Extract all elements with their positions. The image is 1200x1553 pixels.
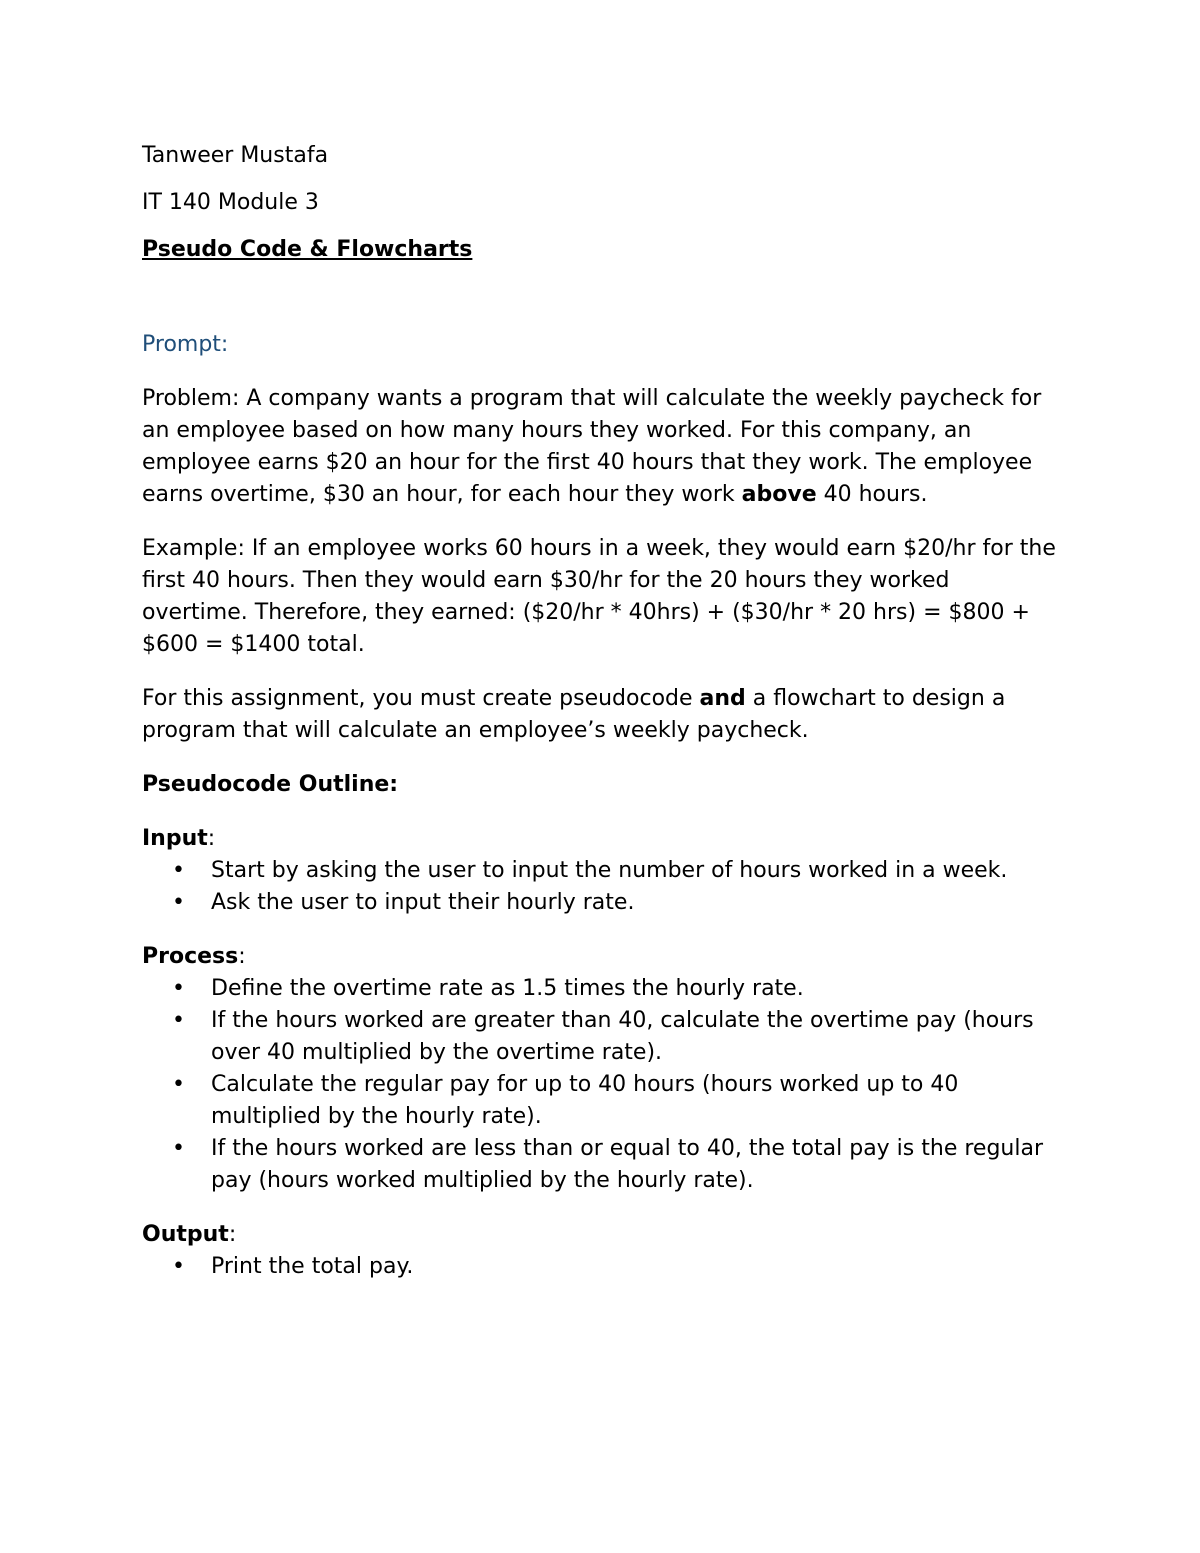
prompt-heading: Prompt:: [142, 332, 229, 357]
problem-tail: 40 hours.: [816, 482, 928, 507]
example-paragraph: Example: If an employee works 60 hours in a week, they would earn $20/hr for the first 40 hours. Then they would earn $30/hr for the 20 hours they worked overtime. Therefore, they earned: ($20/hr * 40hrs) + ($30/hr * 20 hrs) = $800 + $600 = $1400 total.: [142, 536, 1056, 657]
input-list: [142, 855, 1062, 919]
list-item: • Define the overtime rate as 1.5 times the hourly rate.: [142, 973, 1062, 1005]
author-name: Tanweer Mustafa: [142, 143, 329, 168]
outline-heading: Pseudocode Outline:: [142, 772, 399, 797]
assignment-post: a flowchart to design a program that will calculate an employee’s weekly paycheck.: [142, 686, 1006, 743]
output-list: [142, 1251, 1062, 1283]
document-page: [142, 140, 1062, 1283]
course-name: IT 140 Module 3: [142, 190, 319, 215]
output-label: Output: [142, 1222, 229, 1247]
output-colon: :: [228, 1222, 237, 1247]
process-list: [142, 973, 1062, 1197]
list-item: • Start by asking the user to input the number of hours worked in a week.: [142, 855, 1062, 887]
list-item: • If the hours worked are less than or equal to 40, the total pay is the regular pay (hours worked multiplied by the hourly rate).: [142, 1133, 1062, 1197]
problem-text: Problem: A company wants a program that will calculate the weekly paycheck for an employee based on how many hours they worked. For this company, an employee earns $20 an hour for the first 40 hours that they work. The employee earns overtime, $30 an hour, for each hour they work: [142, 386, 1042, 507]
list-item: • Ask the user to input their hourly rate.: [142, 887, 1062, 919]
output-heading: [142, 1219, 1062, 1251]
assignment-pre: For this assignment, you must create pseudocode: [142, 686, 700, 711]
process-label: Process: [142, 944, 239, 969]
assignment-emphasis: and: [699, 686, 746, 711]
list-item: • Print the total pay.: [142, 1251, 1062, 1283]
process-colon: :: [238, 944, 246, 969]
document-title: Pseudo Code & Flowcharts: [142, 237, 473, 262]
process-heading: [142, 941, 1062, 973]
input-label: Input: [142, 826, 208, 851]
input-heading: [142, 823, 1062, 855]
problem-paragraph: [142, 383, 1062, 511]
list-item: • Calculate the regular pay for up to 40 hours (hours worked up to 40 multiplied by the hourly rate).: [142, 1069, 1062, 1133]
input-colon: :: [207, 826, 216, 851]
problem-emphasis: above: [741, 482, 817, 507]
assignment-paragraph: [142, 683, 1062, 747]
list-item: • If the hours worked are greater than 40, calculate the overtime pay (hours over 40 multiplied by the overtime rate).: [142, 1005, 1062, 1069]
